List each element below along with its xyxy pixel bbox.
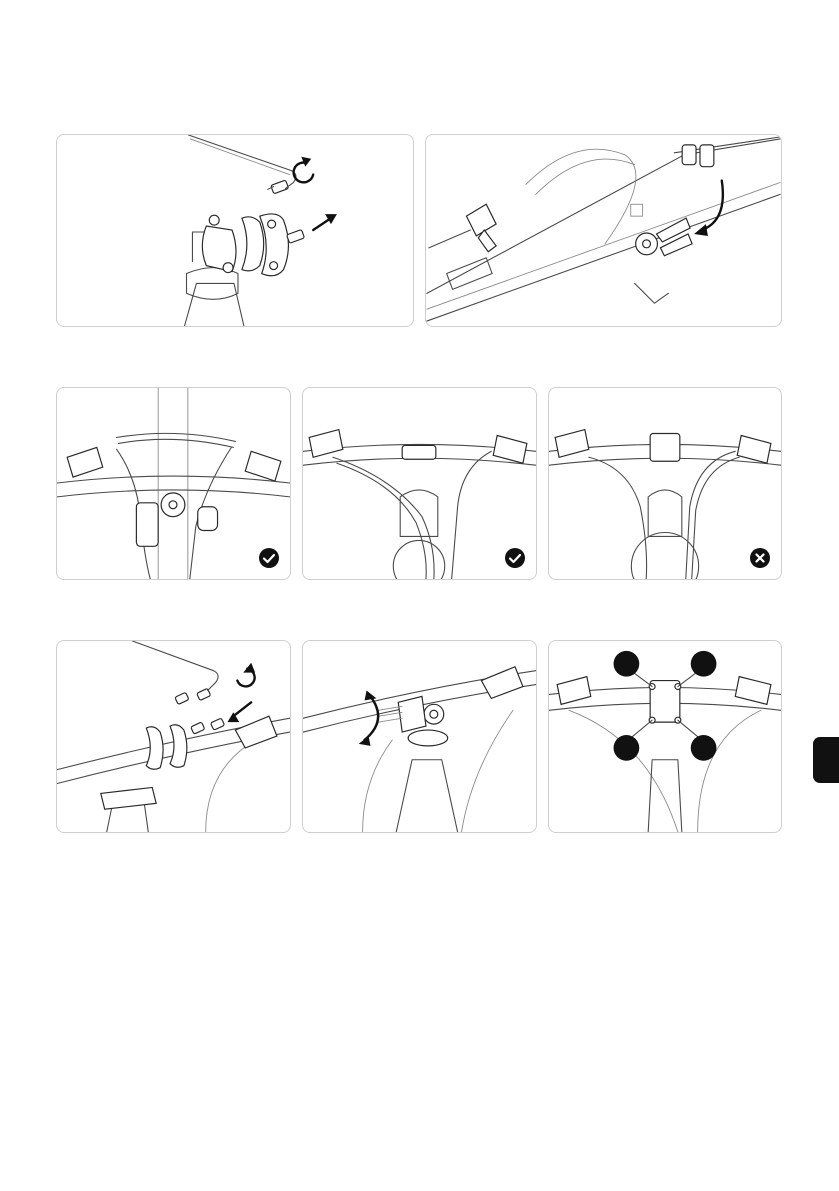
- brake-lever: [466, 204, 496, 236]
- head-tube-top: [631, 532, 698, 579]
- step-panel-cable-routing-option-c: [548, 387, 782, 580]
- step-panel-rotate-stem-cap: [425, 134, 782, 327]
- face-plate: [170, 725, 187, 767]
- face-plate-bolt-hole: [270, 262, 278, 270]
- cable: [117, 433, 236, 441]
- sequence-marker: [614, 651, 640, 677]
- inward-arrow-icon: [233, 702, 251, 716]
- face-plate-bolt-hole: [268, 220, 276, 228]
- stem-bolt-hole: [209, 215, 219, 225]
- head-tube-outline: [158, 388, 188, 579]
- brake-lever: [481, 667, 523, 699]
- brake-lever: [245, 451, 281, 481]
- hex-key-icon: [188, 135, 295, 188]
- cable-routing-a-illustration: [57, 388, 290, 579]
- align-handlebar-illustration: [303, 641, 536, 832]
- handlebar: [57, 476, 290, 483]
- tighten-sequence-illustration: [549, 641, 781, 832]
- head-tube: [396, 760, 457, 832]
- cable: [452, 451, 492, 579]
- bolt: [191, 722, 205, 734]
- brake-lever: [309, 430, 343, 458]
- brake-lever: [555, 430, 589, 458]
- cable: [569, 710, 678, 832]
- brake-lever: [557, 677, 591, 705]
- rotate-counterclockwise-icon: [294, 163, 314, 183]
- brake-lever: [493, 436, 527, 464]
- step-panel-tighten-sequence: [548, 640, 782, 833]
- stem-body: [648, 490, 682, 537]
- check-circle-icon: [505, 548, 525, 568]
- remove-clamp-bolts-illustration: [57, 135, 413, 326]
- head-tube: [185, 283, 244, 326]
- hex-key-icon: [132, 641, 218, 690]
- brake-lever: [235, 716, 277, 748]
- stem-bracket: [136, 503, 158, 547]
- cable-routing-b-illustration: [303, 388, 536, 579]
- bolt: [175, 692, 189, 704]
- outward-arrow-icon: [313, 218, 331, 230]
- stem-clamp: [101, 787, 156, 809]
- head-tube: [648, 760, 682, 832]
- cable: [462, 710, 513, 832]
- stem-bolt-hole: [223, 263, 233, 273]
- sequence-marker: [691, 735, 717, 761]
- face-plate: [146, 727, 163, 769]
- cable: [206, 740, 255, 832]
- step-panel-install-clamp-bolts: [56, 640, 291, 833]
- bolt-upper: [268, 180, 289, 194]
- cable-routing-c-illustration: [549, 388, 781, 579]
- step-panel-align-handlebar: [302, 640, 537, 833]
- cable: [589, 457, 647, 579]
- curved-arrow-icon: [702, 181, 723, 230]
- step-panel-remove-clamp-bolts: [56, 134, 414, 327]
- sequence-marker: [614, 735, 640, 761]
- stem-clamp: [398, 696, 426, 732]
- stem-clamp: [700, 145, 714, 167]
- section-tab: [813, 737, 839, 783]
- face-plate-front: [242, 217, 264, 271]
- rotate-stem-cap-illustration: [426, 135, 781, 326]
- head-tube-top: [393, 540, 444, 579]
- step-panel-cable-routing-option-b: [302, 387, 537, 580]
- cable: [333, 457, 434, 579]
- check-circle-icon: [259, 548, 279, 568]
- stem-cap-bolt: [643, 240, 651, 248]
- brake-lever: [735, 677, 771, 705]
- stem-clamp: [650, 434, 680, 462]
- step-panel-cable-routing-option-a: [56, 387, 291, 580]
- stem-clamp: [402, 445, 436, 459]
- headset-cap: [408, 730, 448, 746]
- sequence-marker: [691, 651, 717, 677]
- brake-lever: [67, 447, 103, 477]
- stem-clamp: [682, 145, 696, 165]
- seat-tube: [635, 283, 669, 303]
- install-clamp-bolts-illustration: [57, 641, 290, 832]
- stem-bracket: [198, 507, 218, 531]
- cross-circle-icon: [750, 548, 770, 568]
- bolt-lower: [287, 230, 305, 244]
- brake-lever: [737, 436, 771, 464]
- bolt: [210, 718, 224, 730]
